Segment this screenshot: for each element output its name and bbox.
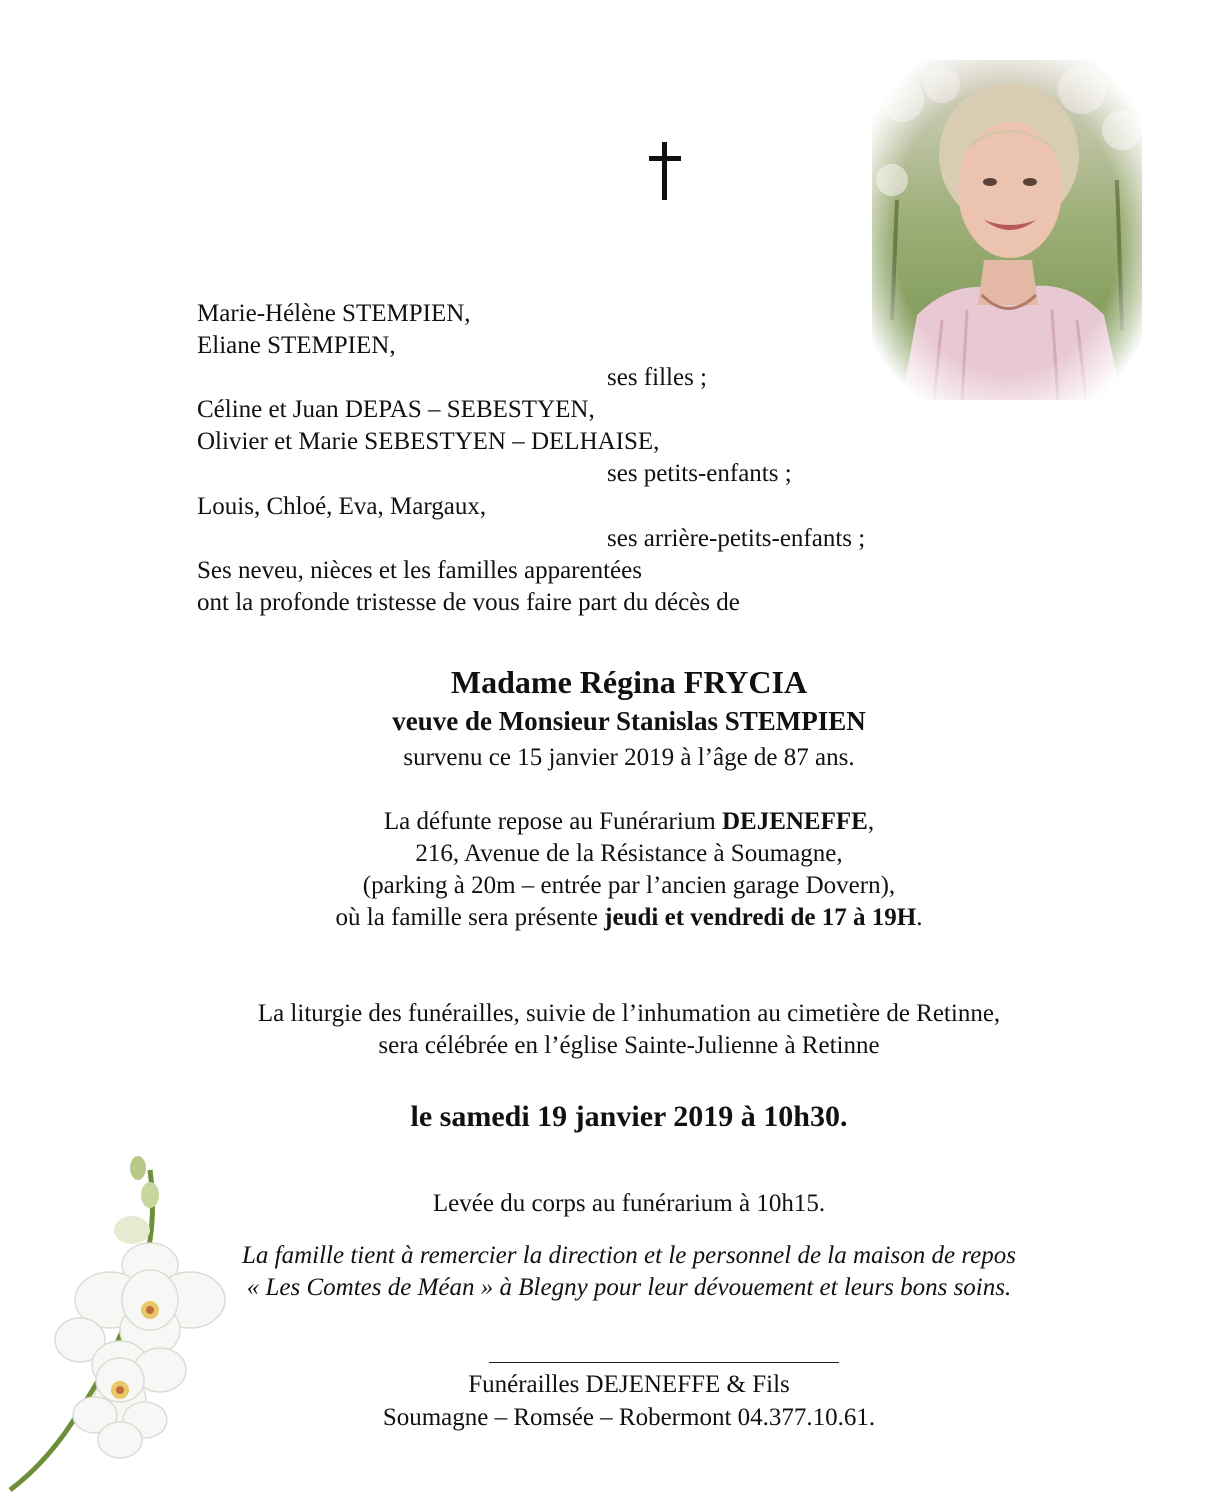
family-line: Eliane STEMPIEN, bbox=[197, 332, 396, 360]
family-line: ont la profonde tristesse de vous faire part du décès de bbox=[197, 588, 740, 616]
family-line: Louis, Chloé, Eva, Margaux, bbox=[197, 492, 487, 520]
visitation-block bbox=[22, 806, 1214, 934]
liturgy-block bbox=[22, 998, 1214, 1062]
deceased-name: Madame Régina FRYCIA bbox=[450, 664, 808, 700]
cross-icon bbox=[645, 142, 685, 202]
family-relation: ses petits-enfants ; bbox=[607, 460, 792, 488]
visitation-line-2: 216, Avenue de la Résistance à Soumagne, bbox=[415, 840, 843, 867]
family-line: Ses neveu, nièces et les familles apparentées bbox=[197, 556, 642, 584]
signature-divider bbox=[489, 1362, 839, 1363]
visitation-line-1: La défunte repose au Funérarium DEJENEFFE, bbox=[383, 808, 875, 835]
orchid-illustration bbox=[0, 1150, 240, 1500]
thanks-line-1: La famille tient à remercier la direction et le personnel de la maison de repos bbox=[242, 1242, 1016, 1269]
thanks-line-2: « Les Comtes de Méan » à Blegny pour leur dévouement et leurs bons soins. bbox=[246, 1274, 1012, 1301]
death-info: survenu ce 15 janvier 2019 à l’âge de 87 ans. bbox=[403, 744, 855, 771]
family-list bbox=[197, 298, 917, 619]
liturgy-line-2: sera célébrée en l’église Sainte-Julienne à Retinne bbox=[378, 1032, 880, 1059]
family-relation: ses arrière-petits-enfants ; bbox=[607, 524, 866, 552]
funeral-home-contact: Soumagne – Romsée – Robermont 04.377.10.61. bbox=[382, 1404, 876, 1431]
levee-info: Levée du corps au funérarium à 10h15. bbox=[432, 1190, 826, 1217]
funeral-home-name: Funérailles DEJENEFFE & Fils bbox=[468, 1371, 790, 1398]
widow-of: veuve de Monsieur Stanislas STEMPIEN bbox=[392, 706, 866, 736]
family-line: Marie-Hélène STEMPIEN, bbox=[197, 300, 471, 327]
liturgy-line-1: La liturgie des funérailles, suivie de l’inhumation au cimetière de Retinne, bbox=[257, 1000, 1001, 1027]
visitation-line-4: où la famille sera présente jeudi et vendredi de 17 à 19H. bbox=[335, 904, 923, 931]
family-line: Céline et Juan DEPAS – SEBESTYEN, bbox=[197, 396, 595, 424]
family-relation: ses filles ; bbox=[607, 364, 707, 392]
funeral-date: le samedi 19 janvier 2019 à 10h30. bbox=[410, 1100, 848, 1133]
family-line: Olivier et Marie SEBESTYEN – DELHAISE, bbox=[197, 428, 660, 456]
visitation-line-3: (parking à 20m – entrée par l’ancien garage Dovern), bbox=[362, 872, 896, 899]
